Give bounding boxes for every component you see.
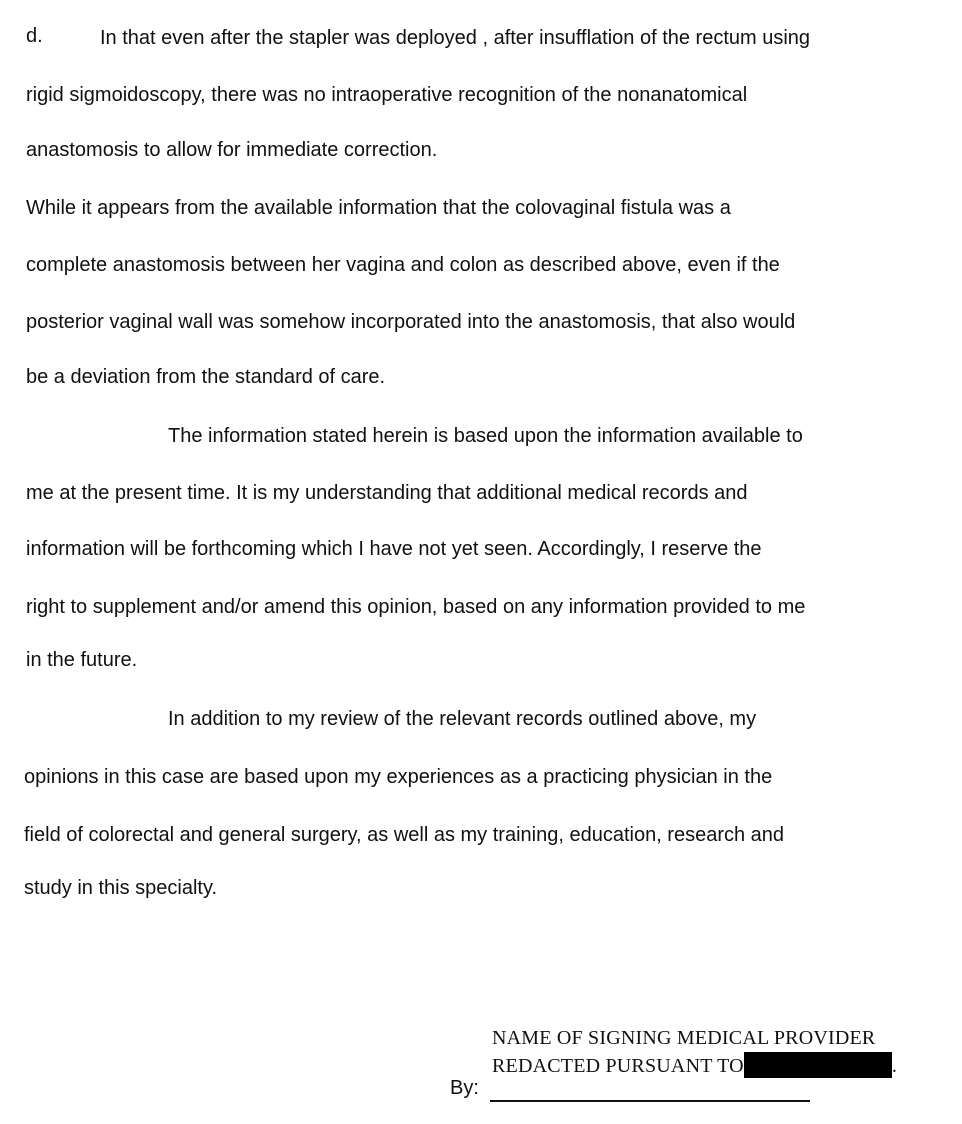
body-line: me at the present time. It is my understanding that additional medical records and [26, 482, 748, 504]
body-line: field of colorectal and general surgery, as well as my training, education, research and [24, 824, 785, 846]
item-marker: d. [26, 25, 43, 47]
body-line: In addition to my review of the relevant records outlined above, my [168, 708, 757, 730]
body-line: right to supplement and/or amend this opinion, based on any information provided to me [26, 596, 806, 618]
body-line: information will be forthcoming which I have not yet seen. Accordingly, I reserve the [26, 538, 762, 560]
body-line: in the future. [26, 649, 138, 671]
redaction-notice-text: REDACTED PURSUANT TO [492, 1055, 744, 1077]
redaction-notice-period: . [891, 1055, 898, 1077]
signing-provider-name: NAME OF SIGNING MEDICAL PROVIDER [492, 1027, 876, 1049]
body-line: While it appears from the available information that the colovaginal fistula was a [26, 197, 731, 219]
body-line: complete anastomosis between her vagina and colon as described above, even if the [26, 254, 780, 276]
body-line: posterior vaginal wall was somehow incorporated into the anastomosis, that also would [26, 311, 796, 333]
body-line: study in this specialty. [24, 877, 218, 899]
redaction-notice [492, 1052, 897, 1079]
body-line: The information stated herein is based upon the information available to [168, 425, 803, 447]
body-line: rigid sigmoidoscopy, there was no intraoperative recognition of the nonanatomical [26, 84, 748, 106]
body-line: anastomosis to allow for immediate correction. [26, 139, 438, 161]
body-line: be a deviation from the standard of care. [26, 366, 386, 388]
redaction-block [744, 1052, 892, 1078]
body-line: opinions in this case are based upon my experiences as a practicing physician in the [24, 766, 773, 788]
body-line: In that even after the stapler was deployed , after insufflation of the rectum using [100, 27, 811, 49]
by-label: By: [450, 1077, 479, 1099]
signature-line [490, 1100, 810, 1102]
